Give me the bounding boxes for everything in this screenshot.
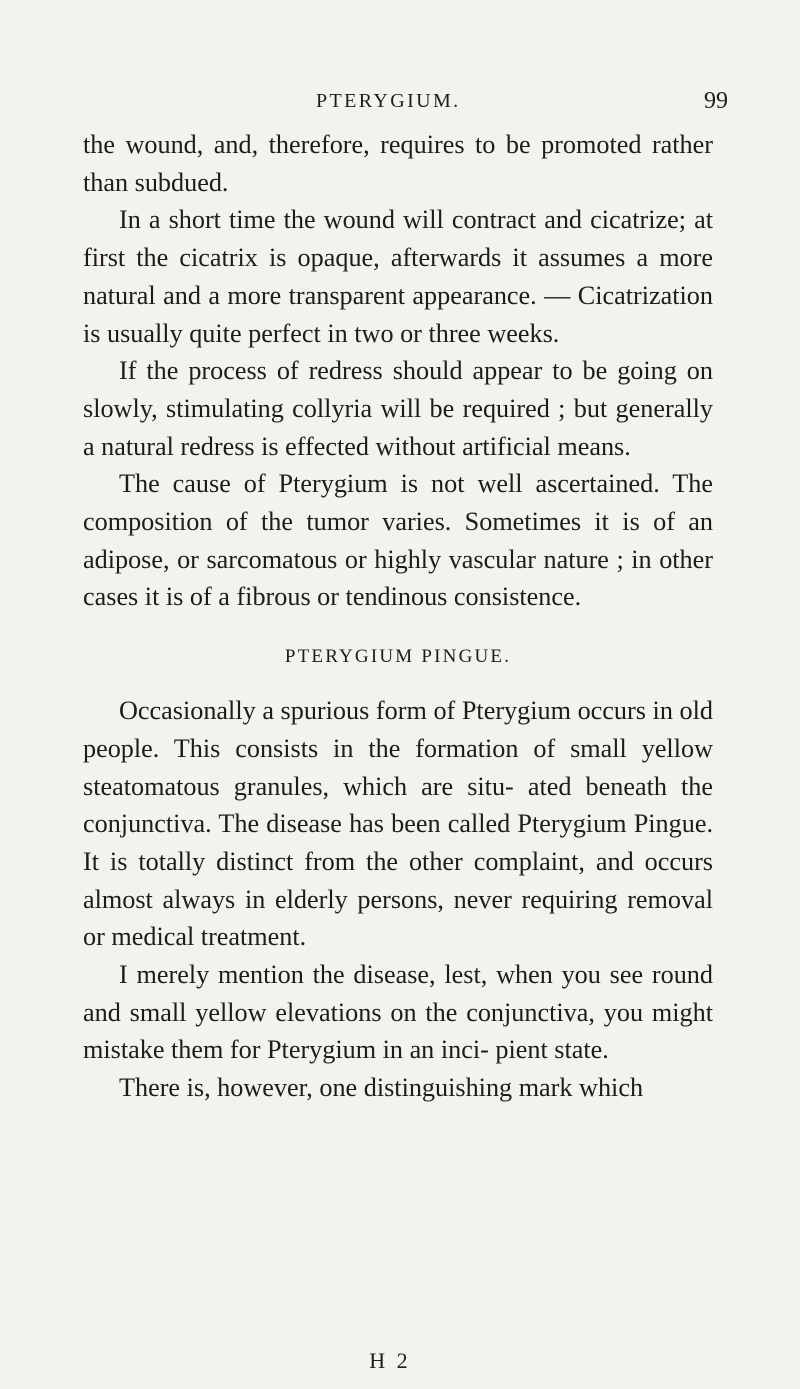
paragraph: In a short time the wound will contract and cicatrize; at first the cicatrix is opaque, afterwards it assumes a more natural and a more transparent appearance. — Cicatrization is usually quite perfect in two or three weeks.	[83, 205, 713, 348]
paragraph: the wound, and, therefore, requires to be promoted rather than subdued.	[83, 130, 713, 197]
paragraph: If the process of redress should appear to be going on slowly, stimulating collyria will be required ; but generally a natural redress is effected without artificial means.	[83, 356, 713, 461]
paragraph: The cause of Pterygium is not well ascertained. The composition of the tumor varies. Sometimes it is of an adipose, or sarcomatous or highly vascular nature ; in other cases it is of a fibrous or tendinous consistence.	[83, 469, 713, 612]
paragraph: Occasionally a spurious form of Pterygium occurs in old people. This consists in the formation of small yellow steatomatous granules, which are situ- ated beneath the conjunctiva. The disease has been called Pterygium Pingue. It is totally distinct from the other complaint, and occurs almost always in elderly persons, never requiring removal or medical treatment.	[83, 696, 713, 952]
page-number: 99	[704, 88, 728, 114]
paragraph: I merely mention the disease, lest, when you see round and small yellow elevations on the conjunctiva, you might mistake them for Pterygium in an inci- pient state.	[83, 960, 713, 1065]
running-head	[0, 86, 800, 116]
signature-mark: H 2	[369, 1348, 411, 1373]
body-text	[83, 126, 713, 1107]
paragraph: There is, however, one distinguishing mark which	[119, 1073, 644, 1103]
running-title: PTERYGIUM.	[316, 90, 461, 112]
section-heading: PTERYGIUM PINGUE.	[284, 646, 512, 668]
